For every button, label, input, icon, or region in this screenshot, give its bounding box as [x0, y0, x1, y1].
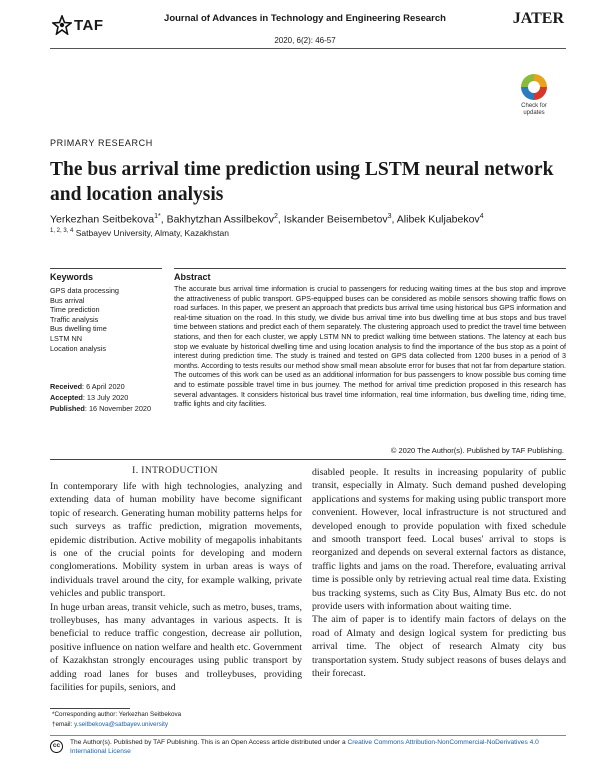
publisher-star-icon — [52, 15, 72, 35]
body-column-left — [50, 480, 302, 695]
section-tag: PRIMARY RESEARCH — [50, 138, 153, 148]
abstract-text: The accurate bus arrival time information is crucial to passengers for reducing waiting times at the bus stop and improve the attractiveness of public transport. GPS-equipped buses can be considered as mobile sensors showing traffic flows on road surfaces. In this paper, we present an approach that predicts bus arrival time using historical bus GPS information and real-time situation on the road. In this study, we divide bus arrival time into bus dwelling time at bus stops and bus travel time between stations and predict each of them separately. The clustering approach used to predict the travel time between stations, and then for each cluster, we apply LSTM NN to predict walking time between stations. The latency at each bus stop we evaluate by historical dwelling time and using location analysis to find the importance of the bus stop as a point of interest during prediction time. The study is trained and tested on GPS data collected from 1200 buses in a period of 3 months. According to tests results our method show small mean absolute error for buses that not far from departure station. The outcomes of this work can be used as an additional information for bus passengers to know possible bus coming time and to estimate possible travel time in bus journey. The method for arrival time prediction proposed in this research has several advantages. It considers historical bus travel time information, real time information, bus dwelling time, riding time, traffic lights and city facilities. — [174, 284, 566, 409]
keywords-divider — [50, 268, 162, 269]
keyword-item: Time prediction — [50, 305, 100, 315]
footnote-divider — [50, 708, 130, 709]
published-date: Published: 16 November 2020 — [50, 404, 152, 413]
keywords-heading: Keywords — [50, 272, 94, 282]
abstract-heading: Abstract — [174, 272, 211, 282]
header-divider — [50, 48, 566, 49]
updates-text: Check for updates — [521, 103, 547, 116]
keyword-item: GPS data processing — [50, 286, 119, 295]
logo-text: TAF — [74, 16, 104, 34]
check-for-updates-badge[interactable] — [508, 74, 560, 126]
paragraph: In contemporary life with high technologies, analyzing and extending data of human mobility have become significant topic of research. Generating human mobility patterns helps for such surveys as traffic prediction, migration movements, epidemic distribution. Active mobility of megapolis inhabitants is one of the crucial points for developing and modern conglomerations. Mobility system in urban areas is ways of individuals travel around the city, for example walking, private vehicles and public transport. — [50, 481, 302, 600]
license-divider — [50, 735, 566, 736]
abstract-bottom-divider — [50, 459, 566, 460]
affiliation: $^{1, 2, 3, 4}$ Satbayev University, Almaty, Kazakhstan — [50, 228, 229, 238]
author-name: Iskander Beisembetov — [283, 213, 388, 226]
keyword-item: Bus dwelling time — [50, 324, 107, 334]
abstract-divider — [174, 268, 566, 269]
updates-icon — [521, 74, 547, 100]
article-title: The bus arrival time prediction using LSTM neural network and location analysis — [50, 159, 554, 205]
body-column-right — [312, 466, 566, 681]
paragraph: The aim of paper is to identify main factors of delays on the road of Almaty and design logical system for predicting bus arrival time. The object of research Almaty city bus transportation system. Study subject reasons of buses delays and their forecast. — [312, 614, 566, 680]
license-link[interactable]: Creative Commons Attribution-NonCommercial-NoDerivatives 4.0 International License — [70, 739, 539, 755]
accepted-date: Accepted: 13 July 2020 — [50, 393, 129, 402]
keyword-item: LSTM NN — [50, 333, 83, 343]
paragraph: In huge urban areas, transit vehicle, such as metro, buses, trams, trolleybuses, has many advantages in various aspects. It is beneficial to reduce traffic congestion, decrease air pollution, positive influence on nation welfare and health etc. Government of Kazakhstan strongly encourages using public transport by adding road lanes for buses and trolleybuses, providing facilities for pupils, seniors, and — [50, 601, 302, 694]
email-link[interactable]: y.seitbekova@satbayev.university — [74, 721, 169, 728]
author-name: Yerkezhan Seitbekova — [50, 213, 155, 226]
paragraph: disabled people. It results in increasing popularity of public transit, especially in Almaty. Such demand pushed developing applications and systems for making using public transport more convenient. However, local infrastructure is not structured and developed enough to provide population with fixed schedule and smooth transport feed. Local buses' arrival to stops is reorganized and depends on several external factors as distance, traffic lights and jams on the road. Therefore, evaluating arrival time is possible only by retrieving actual real time data. Existing bus tracking systems, such as City Bus, Almaty Bus etc. do not provide users with information about waiting time. — [312, 467, 566, 613]
journal-abbrev: JATER — [512, 10, 564, 27]
copyright-notice: © 2020 The Author(s). Published by TAF Publishing. — [390, 446, 564, 455]
author-name: Bakhytzhan Assilbekov — [166, 213, 274, 226]
email-note: †email: y.seitbekova@satbayev.university — [52, 721, 169, 728]
keyword-item: Traffic analysis — [50, 314, 99, 324]
keyword-item: Bus arrival — [50, 295, 85, 305]
article-dates — [50, 381, 172, 414]
corresponding-author-note: *Corresponding author: Yerkezhan Seitbekova — [52, 711, 182, 718]
keyword-item: Location analysis — [50, 343, 106, 353]
author-list: Yerkezhan Seitbekova$^{1*}$, Bakhytzhan Assilbekov$^2$, Iskander Beisembetov$^3$, Alibek Kuljabekov$^4$ — [50, 213, 484, 226]
journal-logo — [52, 14, 132, 36]
keywords-list — [50, 286, 168, 353]
citation: 2020, 6(2): 46-57 — [274, 36, 336, 45]
journal-name: Journal of Advances in Technology and Engineering Research — [164, 13, 446, 24]
author-name: Alibek Kuljabekov — [396, 213, 480, 226]
creative-commons-icon: cc — [50, 740, 63, 753]
introduction-heading: I. INTRODUCTION — [132, 466, 218, 476]
received-date: Received: 6 April 2020 — [50, 382, 125, 391]
license-text: The Author(s). Published by TAF Publishing. This is an Open Access article distributed under a Creative Commons Attribution-NonCommercial-NoDerivatives 4.0 International License — [70, 739, 539, 755]
